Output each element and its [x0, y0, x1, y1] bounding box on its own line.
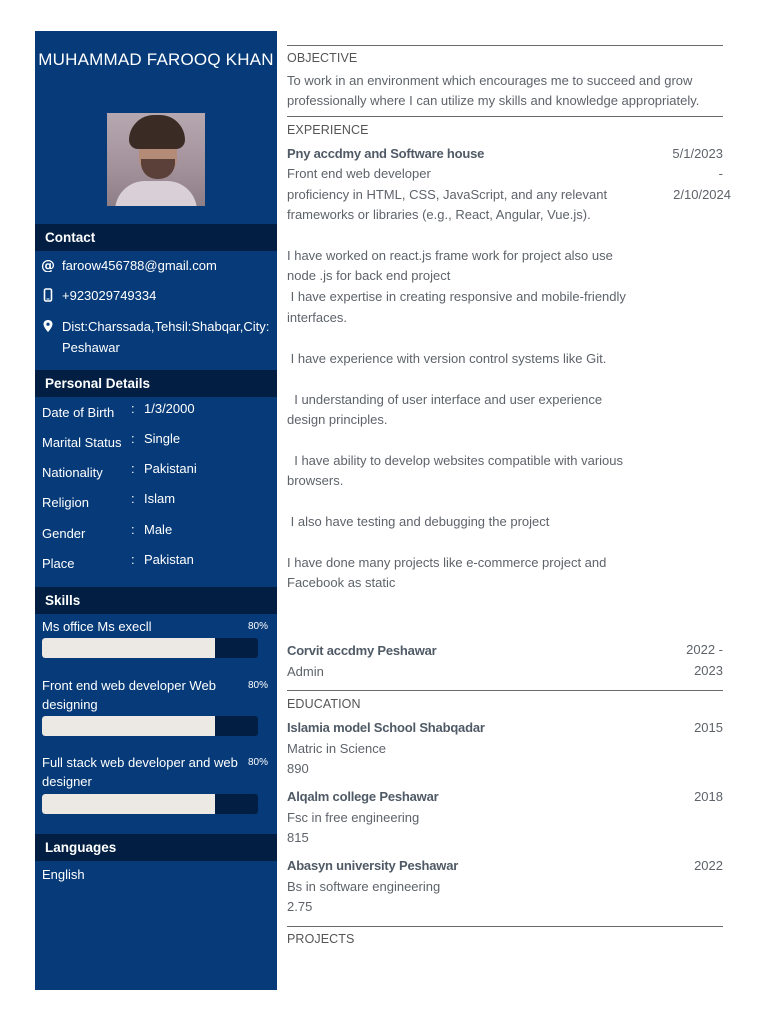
personal-value: Pakistani — [144, 461, 197, 476]
skill-percent: 80% — [248, 757, 269, 768]
experience-line: Facebook as static — [287, 575, 396, 590]
skill-name: Full stack web developer and web designer — [42, 755, 238, 789]
personal-label: Marital Status — [42, 435, 122, 450]
education-degree: Fsc in free engineering — [287, 810, 420, 825]
personal-value: Islam — [144, 491, 176, 506]
personal-label: Date of Birth — [42, 405, 115, 420]
personal-label: Nationality — [42, 465, 103, 480]
education-score: 815 — [287, 830, 309, 845]
skill-percent: 80% — [248, 621, 269, 632]
skill-bar-fill — [42, 794, 215, 814]
languages-heading: Languages — [35, 834, 277, 861]
experience-start-date: 5/1/2023 — [672, 146, 723, 161]
education-degree: Matric in Science — [287, 741, 386, 756]
skill-bar — [42, 794, 258, 814]
experience-end-date: 2/10/2024 — [673, 187, 731, 202]
skills-heading: Skills — [35, 587, 277, 614]
experience-line: frameworks or libraries (e.g., React, Angular, Vue.js). — [287, 207, 591, 222]
education-degree: Bs in software engineering — [287, 879, 441, 894]
skill-percent: 80% — [248, 680, 269, 691]
address-text: Dist:Charssada,Tehsil:Shabqar,City: Peshawar — [62, 319, 270, 355]
experience-line: node .js for back end project — [287, 268, 451, 283]
experience-role: Admin — [287, 664, 324, 679]
education-year: 2015 — [694, 720, 723, 735]
education-score: 890 — [287, 761, 309, 776]
personal-details-heading: Personal Details — [35, 370, 277, 397]
experience-line: I have ability to develop websites compatible with various — [287, 453, 624, 468]
experience-end-date: 2023 — [694, 663, 723, 678]
sidebar — [35, 31, 277, 990]
experience-line: I have done many projects like e-commerce project and — [287, 555, 607, 570]
email-text: faroow456788@gmail.com — [62, 258, 217, 273]
personal-row: Nationality : Pakistani — [42, 461, 197, 480]
experience-start-date: 2022 - — [686, 642, 723, 657]
candidate-name: MUHAMMAD FAROOQ KHAN — [38, 50, 274, 69]
education-year: 2022 — [694, 858, 723, 873]
personal-label: Gender — [42, 526, 86, 541]
phone-text: +923029749334 — [62, 288, 157, 303]
personal-value: Pakistan — [144, 552, 194, 567]
personal-row: Marital Status : Single — [42, 431, 181, 450]
skill-bar — [42, 638, 258, 658]
divider — [287, 926, 723, 927]
education-score: 2.75 — [287, 899, 313, 914]
skill-bar-fill — [42, 716, 215, 736]
experience-heading: EXPERIENCE — [287, 123, 369, 137]
skill-bar — [42, 716, 258, 736]
personal-row: Date of Birth : 1/3/2000 — [42, 401, 195, 420]
experience-line: proficiency in HTML, CSS, JavaScript, and any relevant — [287, 187, 608, 202]
personal-label: Religion — [42, 495, 89, 510]
language-item: English — [42, 867, 85, 882]
personal-row: Religion : Islam — [42, 491, 176, 510]
experience-line: interfaces. — [287, 310, 347, 325]
profile-photo — [107, 113, 205, 206]
experience-line: I have worked on react.js frame work for project also use — [287, 248, 613, 263]
experience-org: Corvit accdmy Peshawar — [287, 643, 437, 658]
skill-name: Ms office Ms execll — [42, 619, 152, 634]
personal-row: Place : Pakistan — [42, 552, 194, 571]
divider — [287, 45, 723, 46]
personal-label: Place — [42, 556, 75, 571]
svg-text:@: @ — [41, 258, 55, 272]
contact-heading: Contact — [35, 224, 277, 251]
experience-line: design principles. — [287, 412, 388, 427]
education-heading: EDUCATION — [287, 697, 361, 711]
experience-org: Pny accdmy and Software house — [287, 146, 485, 161]
education-school: Abasyn university Peshawar — [287, 858, 459, 873]
objective-heading: OBJECTIVE — [287, 51, 358, 65]
experience-line: I also have testing and debugging the project — [287, 514, 550, 529]
divider — [287, 116, 723, 117]
projects-heading: PROJECTS — [287, 932, 355, 946]
at-icon — [41, 258, 55, 272]
location-pin-icon — [41, 319, 55, 333]
experience-date-separator: - — [718, 166, 723, 181]
main-content — [287, 0, 737, 1024]
experience-line: I have experience with version control systems like Git. — [287, 351, 607, 366]
skill-bar-fill — [42, 638, 215, 658]
personal-row: Gender : Male — [42, 522, 173, 541]
phone-icon — [41, 288, 55, 302]
personal-value: Single — [144, 431, 181, 446]
personal-value: 1/3/2000 — [144, 401, 195, 416]
divider — [287, 690, 723, 691]
experience-line: I have expertise in creating responsive and mobile-friendly — [287, 289, 626, 304]
experience-role: Front end web developer — [287, 166, 431, 181]
personal-value: Male — [144, 522, 173, 537]
education-year: 2018 — [694, 789, 723, 804]
experience-line: I understanding of user interface and user experience — [287, 392, 603, 407]
skill-name: Front end web developer Web designing — [42, 678, 216, 712]
experience-line: browsers. — [287, 473, 344, 488]
education-school: Islamia model School Shabqadar — [287, 720, 485, 735]
objective-text: To work in an environment which encourages me to succeed and grow professionally where I can utilize my skills and knowledge appropriately. — [287, 73, 700, 108]
education-school: Alqalm college Peshawar — [287, 789, 439, 804]
